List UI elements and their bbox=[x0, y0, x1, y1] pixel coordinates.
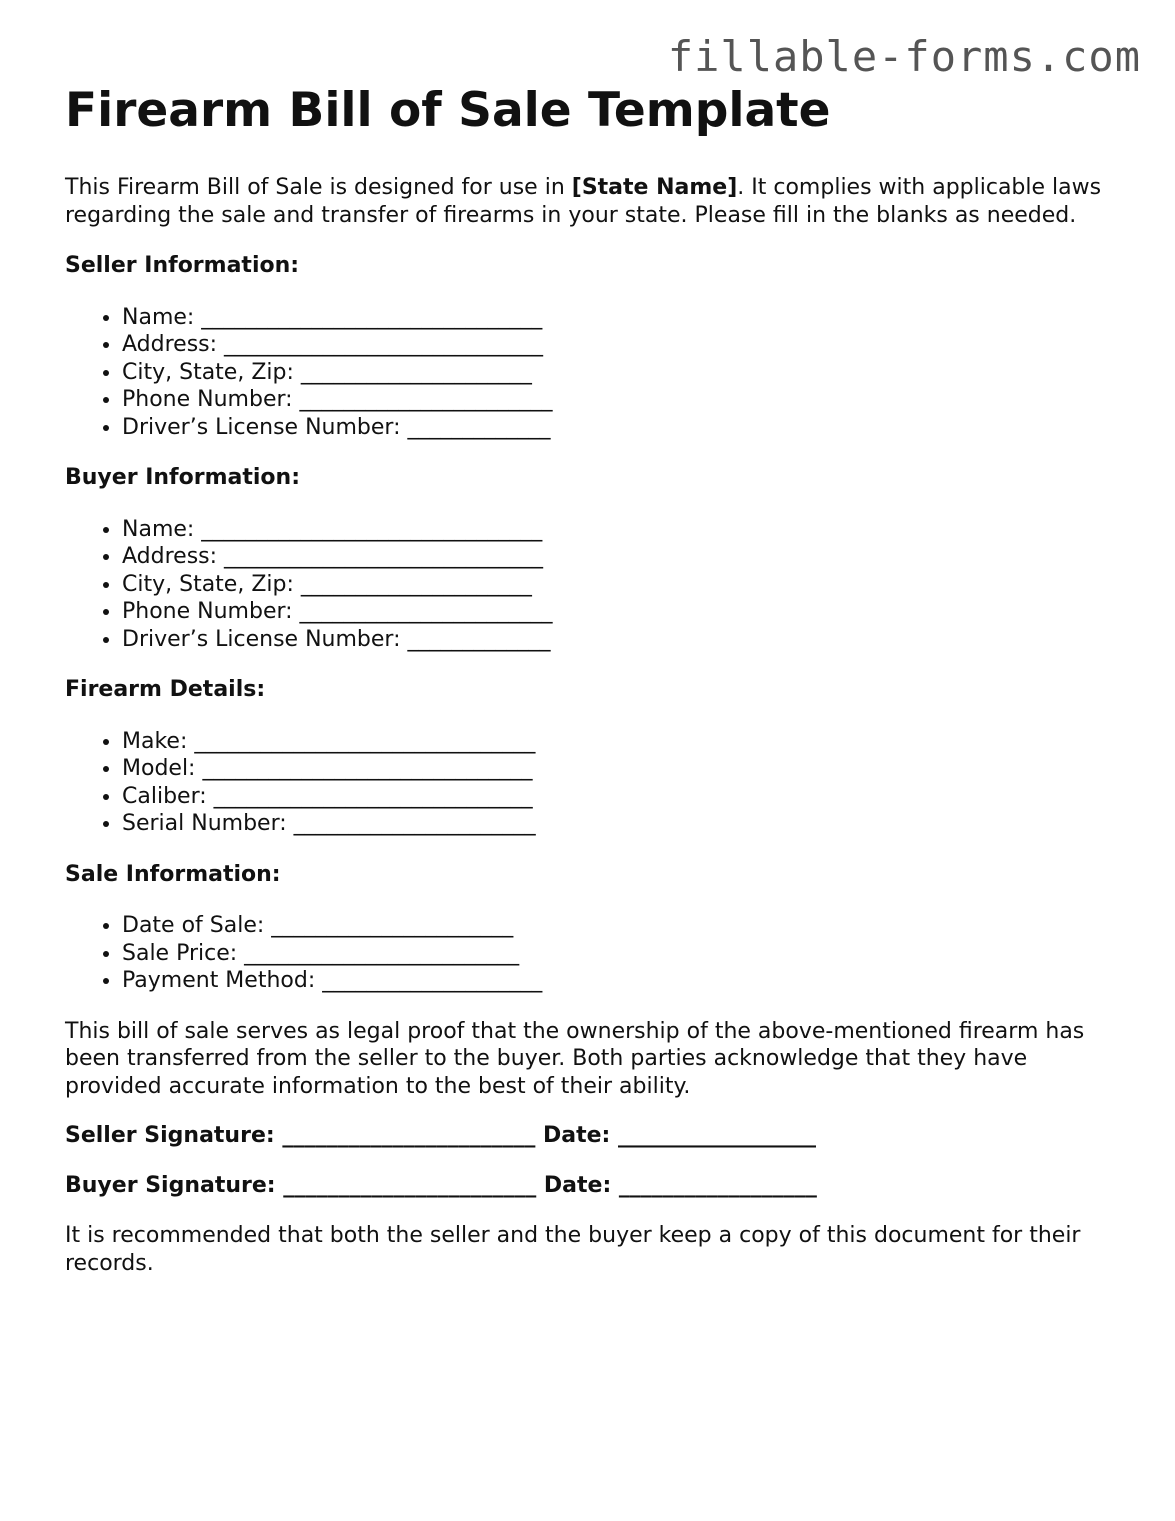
sale-date-field[interactable]: • Date of Sale: ______________________ bbox=[122, 912, 1115, 940]
sale-price-field[interactable]: • Sale Price: _________________________ bbox=[122, 940, 1115, 968]
firearm-fields bbox=[65, 728, 1115, 838]
state-name-placeholder: [State Name] bbox=[571, 175, 738, 200]
seller-fields bbox=[65, 304, 1115, 442]
firearm-model-field[interactable]: • Model: ______________________________ bbox=[122, 755, 1115, 783]
payment-method-field[interactable]: • Payment Method: ____________________ bbox=[122, 967, 1115, 995]
page-title: Firearm Bill of Sale Template bbox=[65, 83, 831, 138]
seller-license-field[interactable]: • Driver’s License Number: _____________ bbox=[122, 414, 1115, 442]
seller-address-field[interactable]: • Address: _____________________________ bbox=[122, 331, 1115, 359]
buyer-heading: Buyer Information: bbox=[65, 465, 300, 490]
intro-text-before: This Firearm Bill of Sale is designed for use in bbox=[65, 175, 572, 200]
buyer-city-state-zip-field[interactable]: • City, State, Zip: _____________________ bbox=[122, 571, 1115, 599]
sale-heading: Sale Information: bbox=[65, 861, 281, 887]
intro-paragraph bbox=[65, 174, 1115, 229]
closing-paragraph: This bill of sale serves as legal proof that the ownership of the above-mentioned firearm has been transferred from the seller to the buyer. Both parties acknowledge that they have provided accurate information to the best of their ability. bbox=[65, 1018, 1085, 1099]
sale-fields bbox=[65, 912, 1115, 995]
firearm-caliber-field[interactable]: • Caliber: _____________________________ bbox=[122, 783, 1115, 811]
watermark: fillable-forms.com bbox=[667, 32, 1141, 81]
document-page bbox=[65, 84, 1115, 1277]
seller-city-state-zip-field[interactable]: • City, State, Zip: _____________________ bbox=[122, 359, 1115, 387]
buyer-license-field[interactable]: • Driver’s License Number: _____________ bbox=[122, 626, 1115, 654]
final-note: It is recommended that both the seller and the buyer keep a copy of this document for their records. bbox=[65, 1223, 1081, 1276]
intro-text-after: . It complies with applicable laws regarding the sale and transfer of firearms in your state. Please fill in the blanks as needed. bbox=[65, 175, 1102, 228]
buyer-signature-line[interactable]: Buyer Signature: _______________________ Date: __________________ bbox=[65, 1173, 817, 1198]
firearm-serial-field[interactable]: • Serial Number: ______________________ bbox=[122, 810, 1115, 838]
buyer-fields bbox=[65, 516, 1115, 654]
seller-phone-field[interactable]: • Phone Number: _______________________ bbox=[122, 386, 1115, 414]
firearm-make-field[interactable]: • Make: _______________________________ bbox=[122, 728, 1115, 756]
buyer-name-field[interactable]: • Name: _______________________________ bbox=[122, 516, 1115, 544]
buyer-phone-field[interactable]: • Phone Number: _______________________ bbox=[122, 598, 1115, 626]
firearm-heading: Firearm Details: bbox=[65, 677, 266, 702]
seller-signature-line[interactable]: Seller Signature: _______________________ Date: __________________ bbox=[65, 1123, 816, 1148]
seller-name-field[interactable]: • Name: _______________________________ bbox=[122, 304, 1115, 332]
seller-heading: Seller Information: bbox=[65, 253, 300, 278]
buyer-address-field[interactable]: • Address: _____________________________ bbox=[122, 543, 1115, 571]
